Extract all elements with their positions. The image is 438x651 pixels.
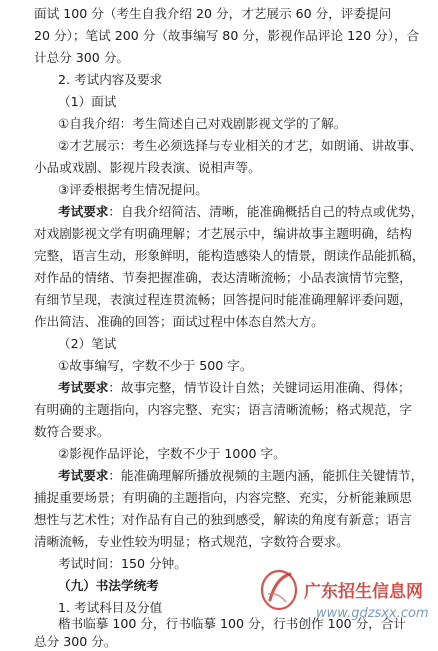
text-line: ①故事编写，字数不少于 500 字。: [58, 358, 253, 373]
section-heading: 2. 考试内容及要求: [58, 72, 163, 87]
text-line: 捕捉重要场景；有明确的主题指向，内容完整、充实，分析能兼顾思: [34, 490, 412, 505]
requirement-line: 考试要求：故事完整，情节设计自然；关键词运用准确、得体；: [58, 380, 411, 395]
watermark-text: 广东招生信息网: [304, 582, 423, 602]
text-line: ①自我介绍：考生简述自己对戏剧影视文学的了解。: [58, 116, 347, 131]
text-line: 完整，语言生动，形象鲜明，能构造感染人的情景，朗读作品能抓稿，: [34, 248, 425, 263]
subsection-heading: （2）笔试: [58, 336, 117, 351]
text-line: 数符合要求。: [34, 424, 110, 439]
text-line: 对戏剧影视文学有明确理解；才艺展示中，编讲故事主题明确，结构: [34, 226, 412, 241]
text-line: ②影视作品评论，字数不少于 1000 字。: [58, 446, 286, 461]
text-line: 对作品的情绪、节奏把握准确，表达清晰流畅；小品表演情节完整，: [34, 270, 412, 285]
watermark-url: www.gdzsxx.com: [316, 606, 429, 621]
text-line: 小品或戏剧、影视片段表演、说相声等。: [34, 160, 261, 175]
text-line: 有细节呈现，表演过程连贯流畅；回答提问时能准确理解评委问题，: [34, 292, 412, 307]
text-line: 总分 300 分。: [34, 634, 117, 649]
text-line: 20 分）；笔试 200 分（故事编写 80 分，影视作品评论 120 分），合: [34, 28, 420, 43]
text-line: 面试 100 分（考生自我介绍 20 分，才艺展示 60 分，评委提问: [34, 6, 392, 21]
site-logo-icon: [256, 566, 302, 612]
subsection-heading: （1）面试: [58, 94, 117, 109]
requirement-label: 考试要求: [58, 468, 109, 483]
text-line: 想性与艺术性；对作品有自己的独到感受，解读的角度有新意；语言: [34, 512, 412, 527]
text-line: 计总分 300 分。: [34, 50, 130, 65]
section-heading: 1. 考试科目及分值: [58, 600, 163, 615]
text-line: 有明确的主题指向，内容完整、充实；语言清晰流畅；格式规范，字: [34, 402, 412, 417]
text-line: 作出简洁、准确的回答；面试过程中体态自然大方。: [34, 314, 324, 329]
watermark: [256, 564, 438, 639]
text-line: ③评委根据考生情况提问。: [58, 182, 208, 197]
section-heading: （九）书法学统考: [58, 578, 159, 593]
requirement-label: 考试要求: [58, 380, 109, 395]
text-line: ②才艺展示：考生必须选择与专业相关的才艺，如朗诵、讲故事、: [58, 138, 422, 153]
text-line: 楷书临摹 100 分，行书临摹 100 分，行书创作 100 分，合计: [58, 616, 407, 631]
text-line: 清晰流畅，专业性较为明显；格式规范，字数符合要求。: [34, 534, 349, 549]
text-line: 考试时间：150 分钟。: [58, 556, 187, 571]
requirement-line: 考试要求：自我介绍简洁、清晰，能准确概括自己的特点或优势，: [58, 204, 424, 219]
requirement-label: 考试要求: [58, 204, 109, 219]
requirement-line: 考试要求：能准确理解所播放视频的主题内涵，能抓住关键情节，: [58, 468, 424, 483]
